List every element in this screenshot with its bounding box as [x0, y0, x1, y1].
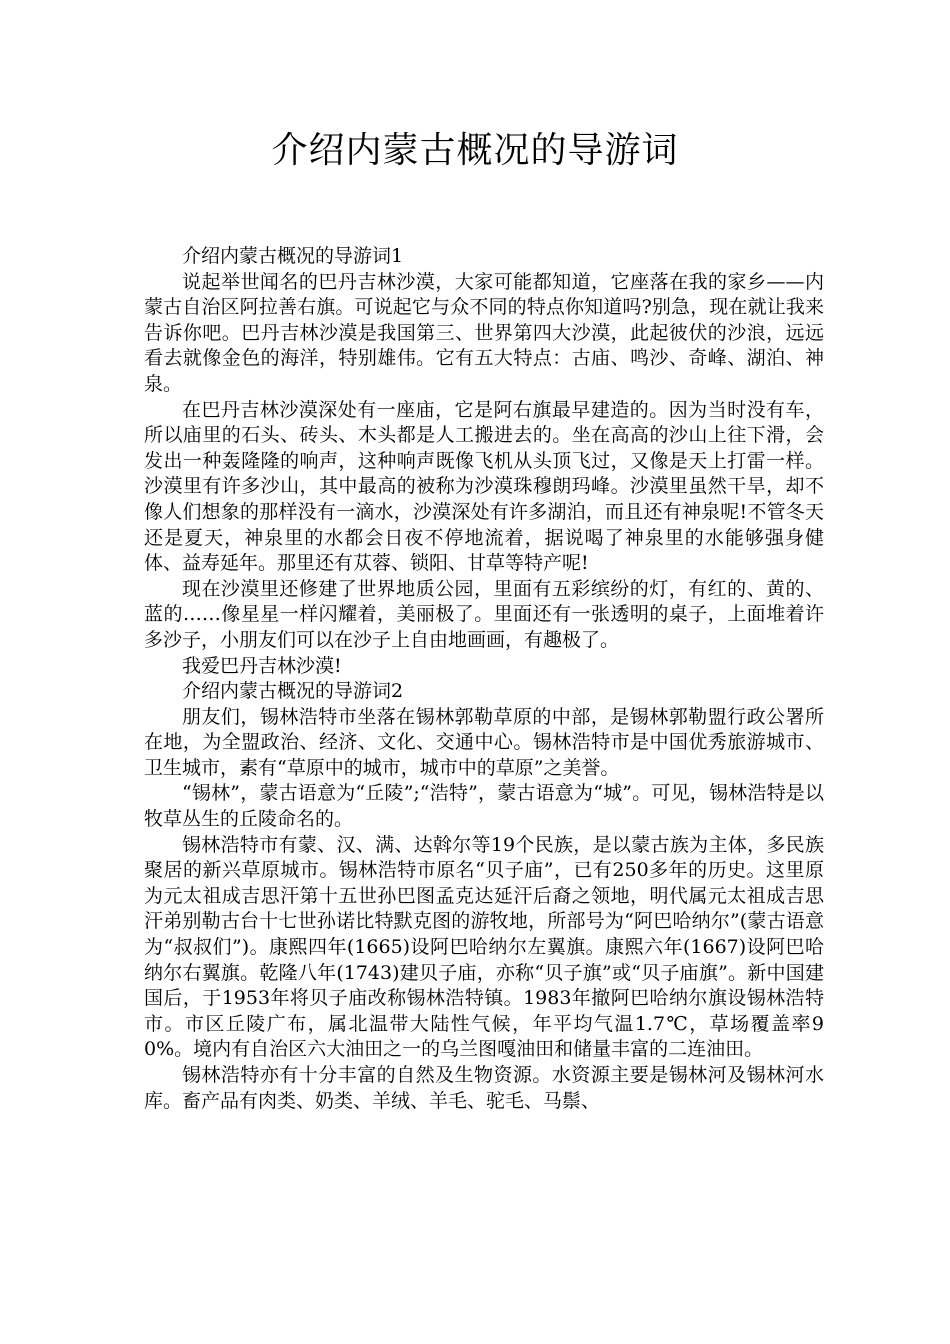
paragraph: “锡林”，蒙古语意为“丘陵”;“浩特”，蒙古语意为“城”。可见，锡林浩特是以牧草丛生的丘陵命名的。: [144, 782, 824, 831]
paragraph: 在巴丹吉林沙漠深处有一座庙，它是阿右旗最早建造的。因为当时没有车，所以庙里的石头、砖头、木头都是人工搬进去的。坐在高高的沙山上往下滑，会发出一种轰隆隆的响声，这种响声既像飞机从头顶飞过，又像是天上打雷一样。沙漠里有许多沙山，其中最高的被称为沙漠珠穆朗玛峰。沙漠里虽然干旱，却不像人们想象的那样没有一滴水，沙漠深处有许多湖泊，而且还有神泉呢!不管冬天还是夏天，神泉里的水都会日夜不停地流着，据说喝了神泉里的水能够强身健体、益寿延年。那里还有苁蓉、锁阳、甘草等特产呢!: [144, 398, 824, 575]
section-heading-2: 介绍内蒙古概况的导游词2: [182, 680, 404, 703]
paragraph: 说起举世闻名的巴丹吉林沙漠，大家可能都知道，它座落在我的家乡——内蒙古自治区阿拉善右旗。可说起它与众不同的特点你知道吗?别急，现在就让我来告诉你吧。巴丹吉林沙漠是我国第三、世界第四大沙漠，此起彼伏的沙浪，远远看去就像金色的海洋，特别雄伟。它有五大特点：古庙、鸣沙、奇峰、湖泊、神泉。: [144, 270, 824, 395]
paragraph: 朋友们，锡林浩特市坐落在锡林郭勒草原的中部，是锡林郭勒盟行政公署所在地，为全盟政治、经济、文化、交通中心。锡林浩特市是中国优秀旅游城市、卫生城市，素有“草原中的城市，城市中的草原”之美誉。: [144, 705, 824, 779]
paragraph: 现在沙漠里还修建了世界地质公园，里面有五彩缤纷的灯，有红的、黄的、蓝的……像星星一样闪耀着，美丽极了。里面还有一张透明的桌子，上面堆着许多沙子，小朋友们可以在沙子上自由地画画，有趣极了。: [144, 577, 824, 651]
section-heading-1: 介绍内蒙古概况的导游词1: [182, 245, 404, 267]
document-title: 介绍内蒙古概况的导游词: [271, 130, 679, 171]
paragraph: 锡林浩特市有蒙、汉、满、达斡尔等19个民族，是以蒙古族为主体，多民族聚居的新兴草原城市。锡林浩特市原名“贝子庙”，已有250多年的历史。这里原为元太祖成吉思汗第十五世孙巴图孟克达延汗后裔之领地，明代属元太祖成吉思汗弟别勒古台十七世孙诺比特默克图的游牧地，所部号为“阿巴哈纳尔”(蒙古语意为“叔叔们”)。康熙四年(1665)设阿巴哈纳尔左翼旗。康熙六年(1667)设阿巴哈纳尔右翼旗。乾隆八年(1743)建贝子庙，亦称“贝子旗”或“贝子庙旗”。新中国建国后，于1953年将贝子庙改称锡林浩特镇。1983年撤阿巴哈纳尔旗设锡林浩特市。市区丘陵广布，属北温带大陆性气候，年平均气温1.7℃，草场覆盖率90%。境内有自治区六大油田之一的乌兰图嘎油田和储量丰富的二连油田。: [144, 833, 824, 1061]
paragraph: 锡林浩特亦有十分丰富的自然及生物资源。水资源主要是锡林河及锡林河水库。畜产品有肉类、奶类、羊绒、羊毛、驼毛、马鬃、: [144, 1064, 824, 1112]
paragraph: 我爱巴丹吉林沙漠!: [182, 654, 342, 677]
document-body: [144, 244, 824, 1114]
